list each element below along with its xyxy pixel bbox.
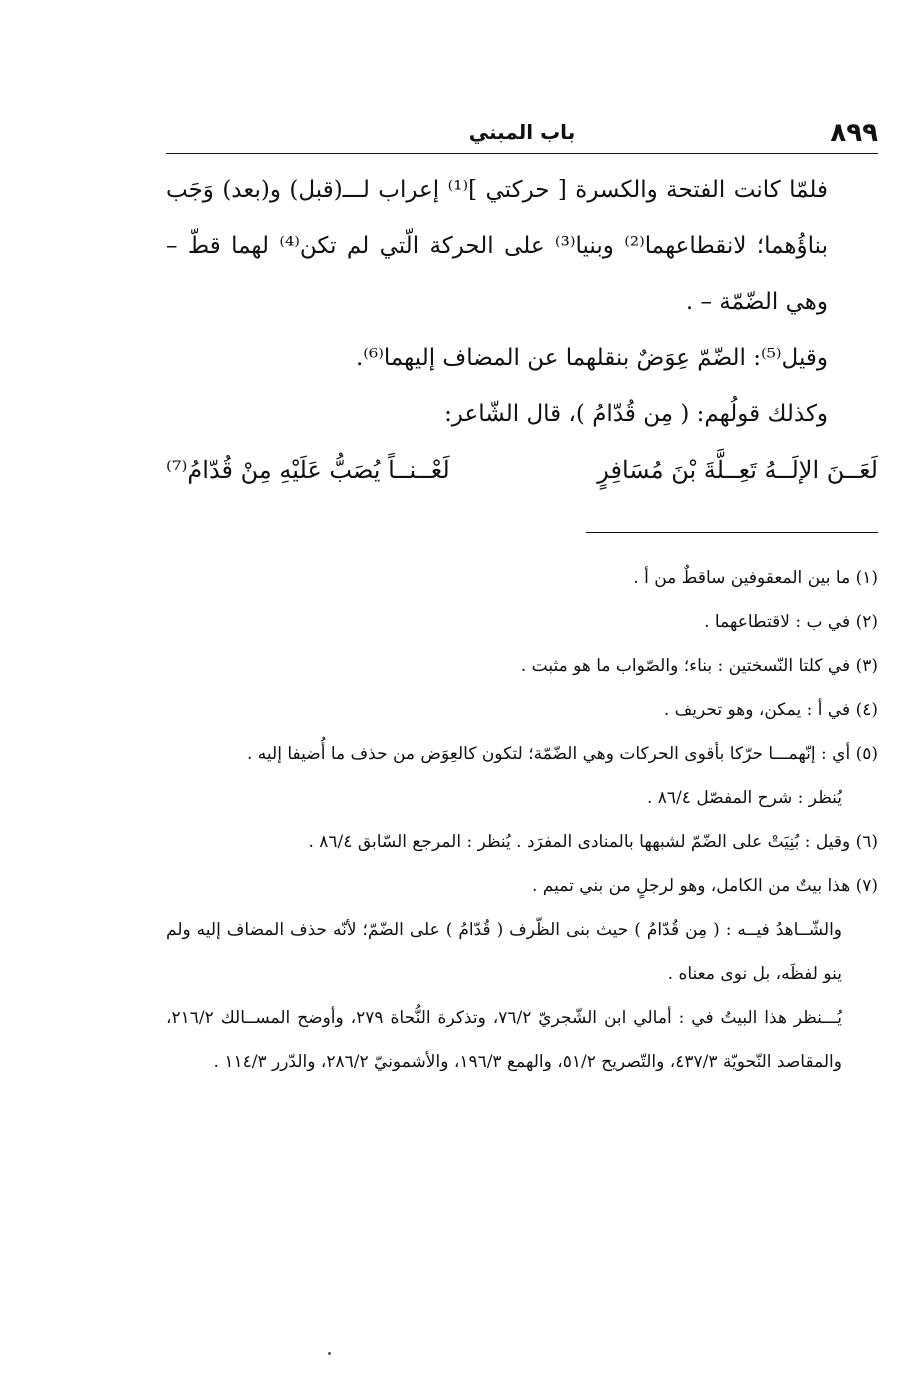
verse-first-hemistich: لَعَــنَ الإلَــهُ تَعِــلَّةَ بْنَ مُسَافِرٍ <box>597 456 878 484</box>
footnote-6: (٦) وقيل : بُنِيَتْ على الضّمّ لشبهها بالمنادى المفرَد . يُنظر : المرجع السّابق ٨٦/٤ . <box>308 832 878 852</box>
scan-speck <box>328 1352 331 1355</box>
footnote-1: (١) ما بين المعقوفين ساقطٌ من أ . <box>633 568 878 588</box>
paragraph-3: وكذلك قولُهم: ( مِن قُدّامُ )، قال الشّاعر: <box>444 401 828 427</box>
footnote-7-evidence: والشّــاهدُ فيــه : ( مِن قُدّامُ ) حيث بنى الظّرف ( قُدّامُ ) على الضّمّ؛ لأنّه حذف المضاف إليه ولم ينو لفظَه، بل نوى معناه . <box>166 920 842 984</box>
page-number: ٨٩٩ <box>830 118 878 148</box>
footnote-7: (٧) هذا بيتٌ من الكامل، وهو لرجلٍ من بني تميم . <box>532 876 878 896</box>
paragraph-1: فلمّا كانت الفتحة والكسرة [ حركتي ]⁽¹⁾ إعراب لـــ(قبل) و(بعد) وَجَب بناؤُهما؛ لانقطاعهما⁽²⁾ وبنيا⁽³⁾ على الحركة الّتي لم تكن⁽⁴⁾ لهما قطّ – وهي الضّمّة – . <box>166 177 829 315</box>
main-text <box>166 162 878 498</box>
running-head: باب المبني <box>468 120 576 144</box>
footnotes <box>166 556 878 1084</box>
poetry-verse <box>166 442 878 498</box>
footnote-separator <box>586 532 878 533</box>
footnote-5-reference: يُنظر : شرح المفصّل ٨٦/٤ . <box>646 788 842 808</box>
header-rule <box>166 153 878 154</box>
footnote-4: (٤) في أ : يمكن، وهو تحريف . <box>663 700 878 720</box>
footnote-3: (٣) في كلتا النّسختين : بناء؛ والصّواب ما هو مثبت . <box>520 656 878 676</box>
paragraph-2: وقيل⁽⁵⁾: الضّمّ عِوَضٌ بنقلهما عن المضاف إليهما⁽⁶⁾. <box>356 345 828 371</box>
footnote-7-references: يُـــنظر هذا البيتُ في : أمالي ابن الشّجريّ ٧٦/٢، وتذكرة النُّحاة ٢٧٩، وأوضح المســالك ٢١٦/٢، والمقاصد النّحويّة ٤٣٧/٣، والتّصريح ٥١/٢، والهمع ١٩٦/٣، والأشمونيّ ٢٨٦/٢، والدّرر ١١٤/٣ . <box>166 1008 842 1072</box>
verse-second-hemistich: لَعْــنــاً يُصَبُّ عَلَيْهِ مِنْ قُدّامُ⁽⁷⁾ <box>166 456 450 484</box>
footnote-2: (٢) في ب : لاقتطاعهما . <box>704 612 878 632</box>
footnote-5: (٥) أي : إنّهمـــا حرّكا بأقوى الحركات وهي الضّمّة؛ لتكون كالعِوَض من حذف ما أُضيفا إليه . <box>247 744 878 764</box>
page-header <box>166 118 878 154</box>
